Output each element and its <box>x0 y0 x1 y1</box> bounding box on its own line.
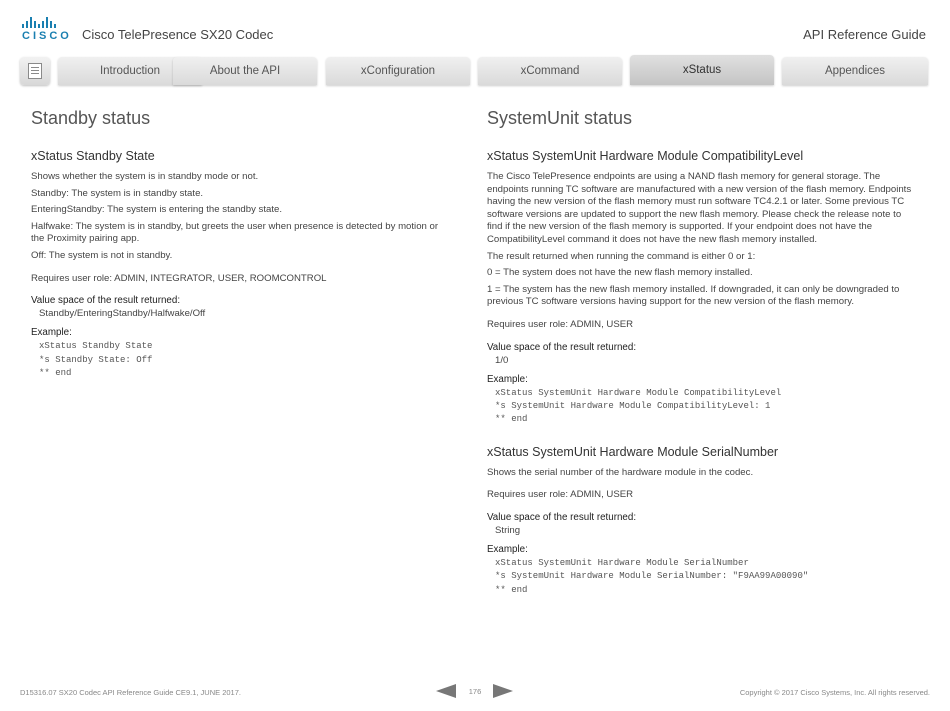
example-label: Example: <box>487 543 528 555</box>
page-header <box>0 0 950 50</box>
tab-xcommand[interactable]: xCommand <box>478 57 622 85</box>
user-role: Requires user role: ADMIN, INTEGRATOR, USER, ROOMCONTROL <box>31 272 327 284</box>
entry-title: xStatus Standby State <box>31 149 155 163</box>
entry-description: The result returned when running the command is either 0 or 1: <box>487 250 756 262</box>
example-label: Example: <box>487 373 528 385</box>
document-id: D15316.07 SX20 Codec API Reference Guide CE9.1, JUNE 2017. <box>20 688 241 697</box>
left-column <box>31 108 451 380</box>
entry-title: xStatus SystemUnit Hardware Module SerialNumber <box>487 444 779 459</box>
entry-description: EnteringStandby: The system is entering the standby state. <box>31 204 283 216</box>
right-column <box>487 108 917 597</box>
tab-xconfiguration[interactable]: xConfiguration <box>326 57 470 85</box>
value-space: String <box>495 524 521 536</box>
page-number: 176 <box>468 687 482 696</box>
tab-introduction[interactable]: Introduction <box>58 57 202 85</box>
cisco-bars-icon <box>22 16 66 28</box>
entry-description: The Cisco TelePresence endpoints are using a NAND flash memory for general storage. The endpoints running TC software are manufactured with a new version of the flash memory. Endpoints having the new version of the flash memory must run software TC4.2.1 or later. Some previous TC software versions are updated to support the new flash memory. Please check the release note to find if the new version of the flash memory is supported. If your endpoint does not have the CompatibilityLevel command it does not have the new flash memory installed. <box>487 171 912 245</box>
value-space: 1/0 <box>495 354 509 366</box>
product-title: Cisco TelePresence SX20 Codec <box>82 27 274 42</box>
entry-description: 1 = The system has the new flash memory installed. If downgraded, it can only be downgraded to previous TC software versions having support for the new version of the flash memory. <box>487 283 900 308</box>
contents-button[interactable] <box>20 57 50 85</box>
entry-description: Shows whether the system is in standby mode or not. <box>31 171 259 182</box>
user-role: Requires user role: ADMIN, USER <box>487 489 634 501</box>
previous-page-icon[interactable] <box>436 684 456 698</box>
document-list-icon <box>28 63 42 79</box>
example-code: xStatus Standby State *s Standby State: Off ** end <box>39 341 153 378</box>
section-heading: SystemUnit status <box>487 108 633 128</box>
cisco-logo[interactable] <box>22 16 72 42</box>
value-space-label: Value space of the result returned: <box>487 341 637 353</box>
entry-description: 0 = The system does not have the new flash memory installed. <box>487 267 753 279</box>
entry-description: Halfwake: The system is in standby, but greets the user when presence is detected by motion or the Proximity pairing app. <box>31 220 439 245</box>
entry-title: xStatus SystemUnit Hardware Module CompatibilityLevel <box>487 149 804 163</box>
value-space: Standby/EnteringStandby/Halfwake/Off <box>39 308 206 320</box>
example-code: xStatus SystemUnit Hardware Module SerialNumber *s SystemUnit Hardware Module SerialNumber: "F9AA99A00090" ** end <box>495 557 809 595</box>
entry-description: Standby: The system is in standby state. <box>31 187 204 199</box>
copyright: Copyright © 2017 Cisco Systems, Inc. All rights reserved. <box>739 688 930 697</box>
pager <box>436 683 516 699</box>
example-code: xStatus SystemUnit Hardware Module CompatibilityLevel *s SystemUnit Hardware Module CompatibilityLevel: 1 ** end <box>495 387 782 425</box>
tab-about-the-api[interactable]: About the API <box>173 57 317 85</box>
tab-xstatus[interactable]: xStatus <box>630 55 774 85</box>
next-page-icon[interactable] <box>493 684 513 698</box>
nav-tabs <box>20 55 928 85</box>
guide-title: API Reference Guide <box>803 27 926 42</box>
entry-description: Off: The system is not in standby. <box>31 249 173 261</box>
tab-appendices[interactable]: Appendices <box>782 57 928 85</box>
section-heading: Standby status <box>31 108 151 128</box>
logo-wordmark: CISCO <box>22 30 72 42</box>
user-role: Requires user role: ADMIN, USER <box>487 318 634 330</box>
entry-description: Shows the serial number of the hardware module in the codec. <box>487 466 754 478</box>
example-label: Example: <box>31 327 72 339</box>
value-space-label: Value space of the result returned: <box>487 511 637 523</box>
value-space-label: Value space of the result returned: <box>31 295 181 307</box>
